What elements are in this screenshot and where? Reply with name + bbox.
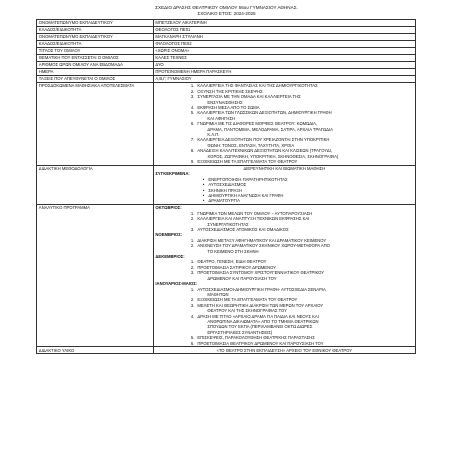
- bullet-icon: •: [202, 187, 205, 193]
- item-text: ΚΑΙ ΑΦΗΓΗΣΗ: [207, 115, 236, 121]
- item-text: ΓΝΩΡΙΜΙΑ ΜΕ ΤΙΣ ΔΙΑΦΟΡΕΣ ΜΟΡΦΕΣ ΘΕΑΤΡΟΥ: ΚΩΜΩΔΙΑ,: [197, 121, 318, 127]
- row-label: ΑΡΙΘΜΟΣ ΩΡΩΝ ΟΜΙΛΟΥ ΑΝΑ ΕΒΔΟΜΑΔΑ: [37, 62, 154, 69]
- item-number: 6.: [190, 121, 195, 127]
- program-schedule: [153, 205, 415, 347]
- item-text: ΔΡΑΜΑ, ΠΑΝΤΟΜΙΜΑ, ΜΕΛΟΔΡΑΜΑ, ΣΑΤΙΡΑ, ΑΡΧΑΙΑ ΤΡΑΓΩΔΙΑ: [207, 126, 333, 132]
- item-text: ΚΑΛΛΙΕΡΓΕΙΑ ΤΩΝ ΓΛΩΣΣΙΚΩΝ ΔΕΞΙΟΤΗΤΩΝ, ΔΗΜΙΟΥΡΓΙΚΗ ΓΡΑΦΗ: [197, 110, 332, 116]
- info-row: [37, 69, 416, 76]
- row-label: ΠΡΟΣΔΟΚΩΜΕΝΑ ΜΑΘΗΣΙΑΚΑ ΑΠΟΤΕΛΕΣΜΑΤΑ: [37, 83, 154, 166]
- item-text: ΤΟ ΚΕΙΜΕΝΟ ΣΤΗ ΣΚΗΝΗ: [207, 248, 259, 254]
- row-label: ΟΝΟΜΑΤΕΠΩΝΥΜΟ ΕΚΠΑΙΔΕΥΤΙΚΟΥ: [37, 34, 154, 41]
- item-text: ΠΡΟΕΤΟΙΜΑΣΙΑ ΣΥΝΤΟΜΟΥ ΧΡΙΣΤΟΥΓΕΝΝΙΑΤΙΚΟΥ ΘΕΑΤΡΙΚΟΥ: [197, 270, 325, 276]
- row-label: ΟΝΟΜΑΤΕΠΩΝΥΜΟ ΕΚΠΑΙΔΕΥΤΙΚΟΥ: [37, 20, 154, 27]
- methodology-row: [37, 165, 416, 204]
- item-number: 2.: [190, 297, 195, 303]
- item-number: 3.: [190, 302, 195, 308]
- item-number: 4.: [190, 104, 195, 110]
- row-label: ΤΑΞΕΙΣ ΠΟΥ ΑΠΕΥΘΥΝΕΤΑΙ Ο ΟΜΙΛΟΣ: [37, 76, 154, 83]
- item-text: ΕΝΣΥΝΑΙΣΘΗΣΗΣ: [207, 99, 243, 105]
- list-item: [155, 341, 413, 346]
- item-text: ΜΕΛΕΤΗ ΚΑΙ ΘΕΩΡΗΤΙΚΗ ΔΙΑΚΡΙΣΗ ΤΩΝ ΜΕΡΩΝ ΤΟΥ ΑΡΧΑΙΟΥ: [197, 302, 324, 308]
- row-value: ΜΑΓΚΑΝΑΡΗ ΣΤΥΛΙΑΝΗ: [153, 34, 415, 41]
- item-number: 1.: [190, 259, 195, 265]
- item-number: 9.: [190, 158, 195, 164]
- row-label: ΗΜΕΡΑ: [37, 69, 154, 76]
- item-text: ΦΩΝΗ: ΤΟΝΟΣ, ΕΝΤΑΣΗ, ΤΑΧΥΤΗΤΑ, ΧΡΟΙΑ: [207, 142, 295, 148]
- item-number: 1.: [190, 210, 195, 216]
- item-number: 2.: [190, 264, 195, 270]
- item-number: 3.: [190, 270, 195, 276]
- item-number: 3.: [190, 94, 195, 100]
- row-label: ΔΙΔΑΚΤΙΚΗ ΜΕΘΟΔΟΛΟΓΙΑ: [37, 165, 154, 204]
- month-heading: ΙΑΝΟΥΑΡΙΟΣ-ΜΑΙΟΣ:: [155, 281, 198, 287]
- info-row: [37, 48, 416, 55]
- bullet-icon: •: [202, 182, 205, 188]
- row-value: «ΤΟ ΘΕΑΤΡΟ ΣΤΗΝ ΕΚΠΑΙΔΕΥΣΗ» ΑΡΧΕΙΟ ΤΟΥ ΕΘΝΙΚΟΥ ΘΕΑΤΡΟΥ: [153, 347, 415, 354]
- action-plan-table: [36, 19, 416, 354]
- info-row: [37, 41, 416, 48]
- item-number: 1.: [190, 237, 195, 243]
- item-text: ΑΥΤΟΣΧΕΔΙΑΣΜΟΣ ΑΤΟΜΙΚΟΣ ΚΑΙ ΟΜΑΔΙΚΟΣ: [197, 227, 289, 233]
- item-text: ΚΑΛΛΙΕΡΓΕΙΑ ΤΗΣ ΦΑΝΤΑΣΙΑΣ ΚΑΙ ΤΗΣ ΔΗΜΙΟΥΡΓΙΚΟΤΗΤΑΣ: [197, 83, 318, 89]
- item-number: 8.: [190, 148, 195, 154]
- item-text: ΣΠΟΥΔΩΝ ΤΟΥ ΕΚΠΑ (ΠΕΡΙΛΑΜΒΑΝΕΙ ΟΚΤΩ ΔΙΩΡΕΣ: [207, 324, 313, 330]
- row-label: ΚΛΑΔΟΣ/ΕΙΔΙΚΟΤΗΤΑ: [37, 27, 154, 34]
- item-text: ΕΡΓΑΣΤΗΡΙΑΚΕΣ ΣΥΝΑΝΤΗΣΕΙΣ): [207, 329, 273, 335]
- row-value: ΘΕΟΛΟΓΟΣ ΠΕ01: [153, 27, 415, 34]
- item-text: ΑΝΘΡΩΠΙΝΑ ΔΙΚΑΙΩΜΑΤΑ» ΑΠΟ ΤΟ ΤΜΗΜΑ ΘΕΑΤΡΙΚΩΝ: [207, 318, 319, 324]
- item-text: ΘΕΑΤΡΟΥ ΚΑΙ ΤΗΣ ΣΚΗΝΟΓΡΑΦΙΑΣ ΤΟΥ: [207, 308, 287, 314]
- info-row: [37, 27, 416, 34]
- item-text: ΣΥΝΕΡΓΑΤΙΚΟΤΗΤΑΣ: [207, 221, 249, 227]
- program-row: [37, 205, 416, 347]
- item-number: 2.: [190, 243, 195, 249]
- item-number: 6.: [190, 340, 195, 346]
- row-label: ΘΕΜΑΤΙΚΗ ΠΟΥ ΕΝΤΑΣΣΕΤΑΙ Ο ΟΜΙΛΟΣ: [37, 55, 154, 62]
- methodology-subheading: ΣΥΓΚΕΚΡΙΜΕΝΑ:: [155, 171, 190, 177]
- item-text: ΜΑΘΗΤΩΝ: [207, 291, 229, 297]
- outcomes-list: [153, 83, 415, 166]
- item-number: 5.: [190, 110, 195, 116]
- list-item: [155, 159, 413, 164]
- row-value: Α,Β,Γ, ΓΥΜΝΑΣΙΟΥ: [153, 76, 415, 83]
- item-text: ΕΚΦΡΑΣΗ ΜΕΣΑ ΑΠΟ ΤΟ ΣΩΜΑ: [197, 104, 260, 110]
- item-number: 7.: [190, 137, 195, 143]
- material-row: [37, 347, 416, 354]
- document-title: ΣΧΕΔΙΟ ΔΡΑΣΗΣ ΘΕΑΤΡΙΚΟΥ ΟΜΙΛΟΥ 56ου ΓΥΜΝΑΣΙΟΥ ΑΘΗΝΑΣ.: [155, 5, 298, 10]
- item-text: ΚΑΛΛΙΕΡΓΕΙΑ ΚΑΙ ΑΝΑΠΤΥΞΗ ΤΕΧΝΙΚΩΝ ΕΚΦΡΑΣΗΣ ΚΑΙ: [197, 216, 310, 222]
- row-value: ΚΑΛΕΣ ΤΕΧΝΕΣ: [153, 55, 415, 62]
- bullet-icon: •: [202, 193, 205, 199]
- item-text: ΑΝΑΔΕΙΞΗ ΚΑΛΛΙΤΕΧΝΙΚΩΝ ΔΕΞΙΟΤΗΤΩΝ ΚΑΙ ΚΛΙΣΕΩΝ (ΤΡΑΓΟΥΔΙ,: [197, 148, 332, 154]
- row-value: ΦΙΛΟΛΟΓΟΣ ΠΕ02: [153, 41, 415, 48]
- info-row: [37, 20, 416, 27]
- item-number: 5.: [190, 335, 195, 341]
- item-text: ΠΡΟΕΤΟΙΜΑΣΙΑ ΘΕΑΤΡΙΚΟΥ ΔΡΩΜΕΝΟΥ ΚΑΙ ΠΑΡΟΥΣΙΑΣΗ ΤΟΥ: [197, 340, 324, 346]
- row-value: ΔΥΟ: [153, 62, 415, 69]
- info-row: [37, 76, 416, 83]
- item-text: ΠΡΟΕΤΟΙΜΑΣΙΑ ΣΑΤΙΡΙΚΟΥ ΔΡΩΜΕΝΟΥ: [197, 264, 277, 270]
- item-text: ΘΕΑΤΡΟ, ΓΕΝΕΣΗ, ΕΙΔΗ ΘΕΑΤΡΟΥ: [197, 259, 267, 265]
- row-label: ΔΙΔΑΚΤΙΚΟ ΥΛΙΚΟ: [37, 347, 154, 354]
- school-year: ΣΧΟΛΙΚΟ ΕΤΟΣ: 2024-2025: [197, 11, 256, 16]
- item-text: ΑΥΤΟΣΧΕΔΙΑΣΜΟΣ: [208, 182, 247, 188]
- item-text: ΓΝΩΡΙΜΙΑ ΤΩΝ ΜΕΛΩΝ ΤΟΥ ΟΜΙΛΟΥ – ΑΥΤΟΠΑΡΟΥΣΙΑΣΗ: [197, 210, 313, 216]
- item-text: ΕΞΟΙΚΕΙΩΣΗ ΜΕ ΤΑ ΕΠΑΓΓΕΛΜΑΤΑ ΤΟΥ ΘΕΑΤΡΟΥ: [197, 158, 298, 164]
- item-text: ΔΡΑΜΑΤΟΥΡΓΙΑ: [208, 198, 240, 204]
- item-number: 1.: [190, 286, 195, 292]
- info-rows: [37, 20, 416, 83]
- item-number: 3.: [190, 227, 195, 233]
- item-text: ΟΞΥΝΣΗ ΤΗΣ ΚΡΙΤΙΚΗΣ ΣΚΕΨΗΣ: [197, 88, 263, 94]
- methodology-list: [155, 177, 413, 204]
- item-number: 2.: [190, 88, 195, 94]
- item-text: ΕΝΕΡΓΟΠΟΙΗΣΗ ΠΑΡΑΤΗΡΗΤΙΚΟΤΗΤΑΣ: [208, 176, 288, 182]
- methodology-heading: ΔΙΕΡΕΥΝΗΤΙΚΗ ΚΑΙ ΒΙΩΜΑΤΙΚΗ ΜΑΘΗΣΗ: [243, 165, 326, 171]
- row-label: ΑΝΑΛΥΤΙΚΟ ΠΡΟΓΡΑΜΜΑ: [37, 205, 154, 347]
- item-text: ΔΙΑΚΡΙΣΗ ΜΕΤΑΞΥ ΑΦΗΓΗΜΑΤΙΚΟΥ ΚΑΙ ΔΡΑΜΑΤΙΚΟΥ ΚΕΙΜΕΝΟΥ: [197, 237, 327, 243]
- item-text: Κ.Λ.Π.: [207, 131, 220, 137]
- row-value: «ΧΩΡΙΣ ΟΝΟΜΑ»: [153, 48, 415, 55]
- month-heading: ΔΕΚΕΜΒΡΙΟΣ:: [155, 254, 185, 260]
- item-text: ΚΑΛΛΙΕΡΓΕΙΑ ΔΕΞΙΟΤΗΤΩΝ ΠΟΥ ΧΡΕΙΑΖΟΝΤΑΙ ΣΤΗΝ ΥΠΟΚΡΙΤΙΚΗ: [197, 137, 330, 143]
- main-sections: [37, 83, 416, 354]
- row-value: ΠΡΟΤΕΙΝΟΜΕΝΗ ΗΜΕΡΑ ΠΑΡΑΣΚΕΥΗ: [153, 69, 415, 76]
- item-text: ΔΗΜΙΟΥΡΓΙΚΗ ΑΝΑΓΝΩΣΗ ΚΑΙ ΓΡΑΦΗ: [208, 193, 284, 199]
- item-text: ΕΞΟΙΚΕΙΩΣΗ ΜΕ ΤΑ ΕΠΑΓΓΕΛΜΑΤΑ ΤΟΥ ΘΕΑΤΡΟΥ: [197, 297, 298, 303]
- info-row: [37, 55, 416, 62]
- item-text: ΑΥΤΟΣΧΕΔΙΑΣΜΟΙ-ΔΗΜΙΟΥΡΓΙΚΗ ΓΡΑΦΗ- ΑΥΤΟΣΧΕΔΙΑ ΣΕΝΑΡΙΑ: [197, 286, 326, 292]
- row-value: ΜΠΕΤΖΕΛΟΥ ΑΙΚΑΤΕΡΙΝΗ: [153, 20, 415, 27]
- month-heading: ΟΚΤΩΒΡΙΟΣ:: [155, 205, 182, 211]
- item-number: 4.: [190, 313, 195, 319]
- row-label: ΤΙΤΛΟΣ ΤΟΥ ΟΜΙΛΟΥ: [37, 48, 154, 55]
- item-text: ΣΚΗΝΙΚΗ ΠΡΑΞΗ: [208, 187, 243, 193]
- bullet-item: [155, 198, 413, 203]
- outcomes-row: [37, 83, 416, 166]
- row-label: ΚΛΑΔΟΣ/ΕΙΔΙΚΟΤΗΤΑ: [37, 41, 154, 48]
- methodology-cell: [153, 165, 415, 204]
- info-row: [37, 34, 416, 41]
- bullet-icon: •: [202, 198, 205, 204]
- item-text: ΕΠΙΣΚΕΨΕΙΣ, ΠΑΡΑΚΟΛΟΥΘΗΣΗ ΘΕΑΤΡΙΚΗΣ ΠΑΡΑΣΤΑΣΗΣ: [197, 335, 315, 341]
- item-text: ΣΥΝΕΡΓΑΣΙΑ ΜΕ ΤΗΝ ΟΜΑΔΑ ΚΑΙ ΚΑΛΛΙΕΡΓΕΙΑ ΤΗΣ: [197, 94, 301, 100]
- month-heading: ΝΟΕΜΒΡΙΟΣ:: [155, 232, 183, 238]
- item-text: ΧΟΡΟΣ, ΖΩΓΡΑΦΙΚΗ, ΥΠΟΚΡΙΤΙΚΗ, ΣΚΗΝΟΘΕΣΙΑ, ΣΚΗΝΟΓΡΑΦΙΑ): [207, 153, 339, 159]
- item-number: 1.: [190, 83, 195, 89]
- item-text: ΑΝΙΧΝΕΥΣΗ ΤΟΥ ΔΡΑΜΑΤΙΚΟΥ ΣΚΗΝΙΚΟΥ ΧΩΡΟΥ-ΜΕΤΑΦΟΡΑ ΑΠΟ: [197, 243, 330, 249]
- item-text: ΔΡΑΣΗ ΜΕ ΤΙΤΛΟ «ΑΡΧΑΙΟ ΔΡΑΜΑ ΓΙΑ ΠΑΙΔΙΑ ΚΑΙ ΝΕΟΥΣ ΚΑΙ: [197, 313, 319, 319]
- item-number: 2.: [190, 216, 195, 222]
- item-text: ΔΡΩΜΕΝΟΥ ΚΑΙ ΠΑΡΟΥΣΙΑΣΗ ΤΟΥ: [207, 275, 277, 281]
- info-row: [37, 62, 416, 69]
- bullet-icon: •: [202, 176, 205, 182]
